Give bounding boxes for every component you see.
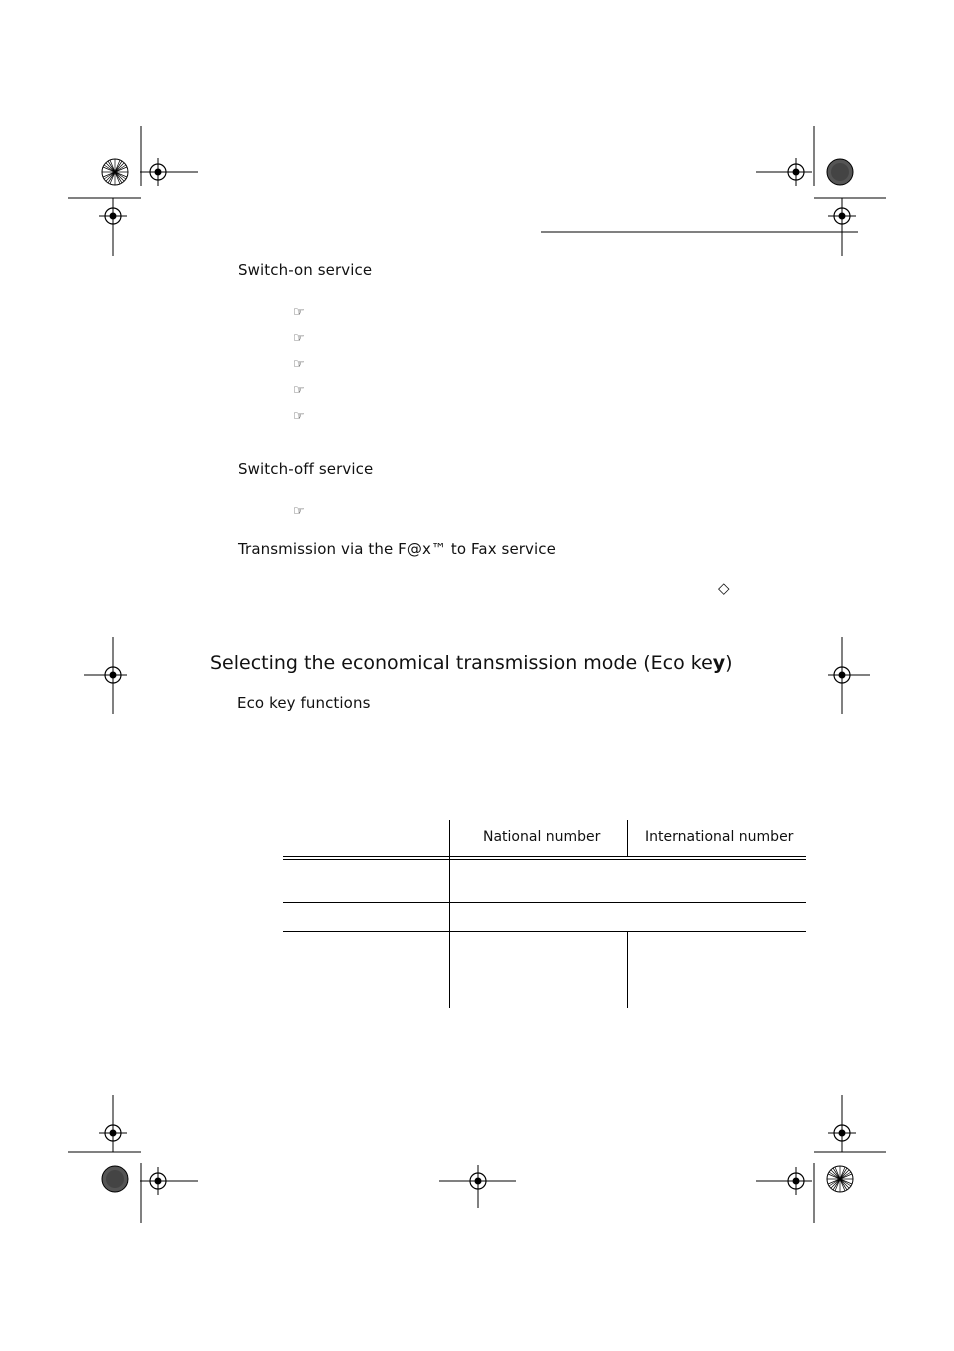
pointer-icon: ☞ bbox=[293, 504, 305, 519]
header-rule bbox=[283, 856, 806, 857]
pointer-icon: ☞ bbox=[293, 409, 305, 424]
row-divider bbox=[283, 931, 806, 932]
pointer-icon: ☞ bbox=[293, 305, 305, 320]
table-header-national: National number bbox=[483, 829, 601, 845]
transmission-heading: Transmission via the F@x™ to Fax service bbox=[238, 540, 556, 558]
column-divider bbox=[627, 820, 628, 856]
section-title bbox=[210, 652, 733, 674]
start-key-icon: ◇ bbox=[718, 579, 730, 597]
section-title-bold: y bbox=[712, 652, 726, 674]
row-divider bbox=[283, 902, 806, 903]
section-title-text: Selecting the economical transmission mode (Eco ke bbox=[210, 652, 713, 674]
eco-key-subheading: Eco key functions bbox=[237, 694, 371, 712]
pointer-icon: ☞ bbox=[293, 331, 305, 346]
eco-table bbox=[283, 820, 806, 1010]
table-header-international: International number bbox=[645, 829, 794, 845]
section-title-end: ) bbox=[725, 652, 733, 674]
switch-off-heading: Switch-off service bbox=[238, 460, 374, 478]
switch-on-heading: Switch-on service bbox=[238, 261, 373, 279]
pointer-icon: ☞ bbox=[293, 357, 305, 372]
pointer-icon: ☞ bbox=[293, 383, 305, 398]
column-divider bbox=[449, 820, 450, 1008]
header-rule bbox=[283, 859, 806, 860]
column-divider bbox=[627, 931, 628, 1008]
